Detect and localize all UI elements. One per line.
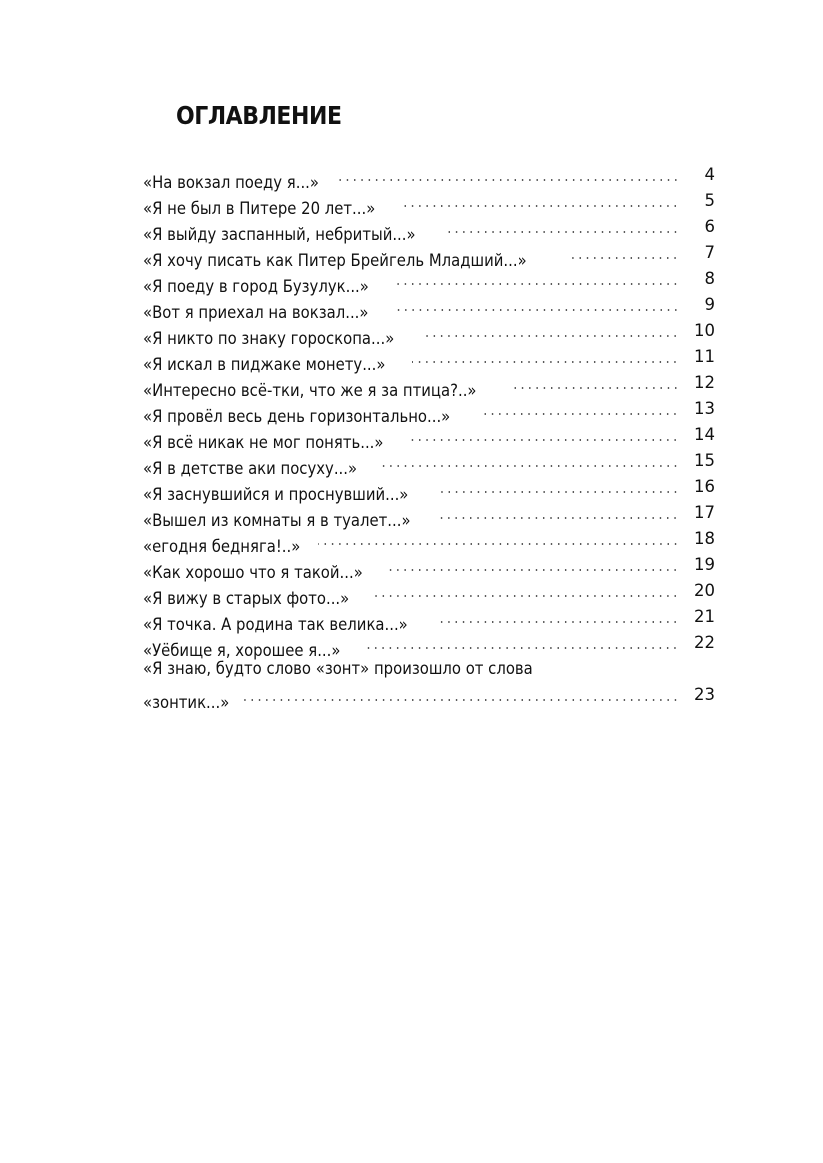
toc-page-number: 10 bbox=[694, 321, 715, 340]
toc-page-number: 13 bbox=[694, 399, 715, 418]
toc-entry-label: «На вокзал поеду я...» bbox=[143, 173, 319, 192]
toc-page-number: 23 bbox=[694, 685, 715, 704]
toc-entry[interactable] bbox=[143, 474, 715, 504]
toc-page-number: 8 bbox=[704, 269, 715, 288]
toc-entry-label: «Вышел из комнаты я в туалет...» bbox=[143, 511, 411, 530]
toc-entry-label: «Я всё никак не мог понять...» bbox=[143, 433, 384, 452]
toc-page-number: 9 bbox=[704, 295, 715, 314]
toc-entry-label-line2: «зонтик...» bbox=[143, 693, 230, 712]
toc-entry[interactable] bbox=[143, 630, 715, 660]
toc-entry-label: «Как хорошо что я такой...» bbox=[143, 563, 363, 582]
toc-entry[interactable] bbox=[143, 552, 715, 582]
toc-page-number: 14 bbox=[694, 425, 715, 444]
toc-page-number: 6 bbox=[704, 217, 715, 236]
toc-page-number: 12 bbox=[694, 373, 715, 392]
toc-entry-label: «егодня бедняга!..» bbox=[143, 537, 301, 556]
toc-page-number: 11 bbox=[694, 347, 715, 366]
toc-entry-label: «Я искал в пиджаке монету...» bbox=[143, 355, 386, 374]
dot-leader bbox=[387, 552, 679, 578]
toc-entry[interactable] bbox=[143, 318, 715, 348]
table-of-contents bbox=[143, 162, 715, 712]
toc-entry-label: «Вот я приехал на вокзал...» bbox=[143, 303, 369, 322]
toc-entry[interactable] bbox=[143, 604, 715, 634]
dot-leader bbox=[422, 318, 679, 344]
toc-entry[interactable] bbox=[143, 214, 715, 244]
toc-page-number: 19 bbox=[694, 555, 715, 574]
toc-page-number: 17 bbox=[694, 503, 715, 522]
dot-leader bbox=[412, 344, 679, 370]
dot-leader bbox=[372, 578, 679, 604]
dot-leader bbox=[401, 188, 679, 214]
page-title: ОГЛАВЛЕНИЕ bbox=[176, 101, 342, 130]
dot-leader bbox=[381, 448, 679, 474]
dot-leader bbox=[362, 630, 679, 656]
toc-entry[interactable] bbox=[143, 422, 715, 452]
toc-entry-label: «Я выйду заспанный, небритый...» bbox=[143, 225, 416, 244]
toc-entry[interactable] bbox=[143, 656, 715, 712]
toc-page-number: 4 bbox=[704, 165, 715, 184]
dot-leader bbox=[394, 292, 679, 318]
toc-entry[interactable] bbox=[143, 370, 715, 400]
toc-entry-label: «Я вижу в старых фото...» bbox=[143, 589, 350, 608]
dot-leader bbox=[437, 604, 679, 630]
toc-entry[interactable] bbox=[143, 266, 715, 296]
toc-entry-label: «Я заснувшийся и проснувший...» bbox=[143, 485, 409, 504]
dot-leader bbox=[446, 214, 679, 240]
toc-entry[interactable] bbox=[143, 162, 715, 192]
toc-page-number: 18 bbox=[694, 529, 715, 548]
toc-entry[interactable] bbox=[143, 396, 715, 426]
toc-entry-label: «Интересно всё-тки, что же я за птица?..» bbox=[143, 381, 477, 400]
toc-entry[interactable] bbox=[143, 526, 715, 556]
toc-entry[interactable] bbox=[143, 500, 715, 530]
toc-page-number: 15 bbox=[694, 451, 715, 470]
toc-entry-label: «Я не был в Питере 20 лет...» bbox=[143, 199, 376, 218]
toc-entry[interactable] bbox=[143, 240, 715, 270]
toc-page-number: 20 bbox=[694, 581, 715, 600]
toc-entry[interactable] bbox=[143, 188, 715, 218]
toc-entry-label: «Я в детстве аки посуху...» bbox=[143, 459, 358, 478]
dot-leader bbox=[339, 162, 679, 188]
toc-entry[interactable] bbox=[143, 448, 715, 478]
toc-entry-label: «Я никто по знаку гороскопа...» bbox=[143, 329, 395, 348]
dot-leader bbox=[239, 682, 679, 708]
toc-page-number: 22 bbox=[694, 633, 715, 652]
dot-leader bbox=[514, 370, 679, 396]
dot-leader bbox=[438, 474, 679, 500]
toc-entry-label: «Уёбище я, хорошее я...» bbox=[143, 641, 341, 660]
toc-entry-label: «Я хочу писать как Питер Брейгель Младший...» bbox=[143, 251, 527, 270]
toc-entry-label: «Я поеду в город Бузулук...» bbox=[143, 277, 369, 296]
toc-entry-label: «Я провёл весь день горизонтально...» bbox=[143, 407, 451, 426]
toc-entry-label: «Я точка. А родина так велика...» bbox=[143, 615, 408, 634]
toc-page-number: 5 bbox=[704, 191, 715, 210]
toc-entry-label-line1: «Я знаю, будто слово «зонт» произошло от слова bbox=[143, 659, 533, 678]
toc-page-number: 21 bbox=[694, 607, 715, 626]
dot-leader bbox=[484, 396, 679, 422]
dot-leader bbox=[318, 526, 679, 552]
toc-page-number: 7 bbox=[704, 243, 715, 262]
toc-entry[interactable] bbox=[143, 578, 715, 608]
dot-leader bbox=[394, 266, 679, 292]
dot-leader bbox=[569, 240, 679, 266]
dot-leader bbox=[440, 500, 679, 526]
toc-entry[interactable] bbox=[143, 292, 715, 322]
toc-page-number: 16 bbox=[694, 477, 715, 496]
dot-leader bbox=[410, 422, 679, 448]
toc-entry[interactable] bbox=[143, 344, 715, 374]
